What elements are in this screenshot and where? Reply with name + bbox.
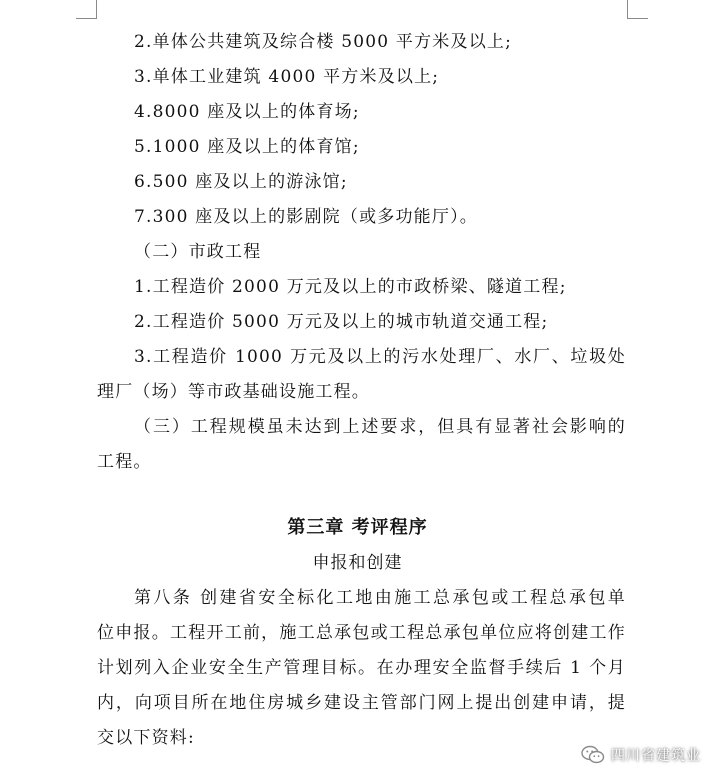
list-item: 6.500 座及以上的游泳馆; (134, 172, 348, 192)
article-line: 位申报。工程开工前，施工总承包或工程总承包单位应将创建工作 (97, 623, 626, 643)
watermark (581, 745, 701, 765)
section-heading-municipal: （二）市政工程 (134, 242, 262, 262)
article-line: 第八条 创建省安全标化工地由施工总承包或工程总承包单 (134, 588, 626, 608)
wechat-icon (581, 745, 605, 765)
list-item: 2.单体公共建筑及综合楼 5000 平方米及以上; (134, 32, 513, 52)
watermark-text: 四川省建筑业 (611, 748, 701, 764)
chapter-title: 第三章 考评程序 (287, 517, 428, 538)
crop-mark-right-vertical (627, 0, 628, 18)
list-item: 1.工程造价 2000 万元及以上的市政桥梁、隧道工程; (134, 277, 567, 297)
article-line: 计划列入企业安全生产管理目标。在办理安全监督手续后 1 个月 (97, 658, 626, 678)
list-item-continuation: 理厂（场）等市政基础设施工程。 (97, 382, 370, 402)
section-paragraph-continuation: 工程。 (97, 452, 152, 472)
section-paragraph: （三）工程规模虽未达到上述要求，但具有显著社会影响的 (134, 417, 626, 437)
article-line: 内，向项目所在地住房城乡建设主管部门网上提出创建申请，提 (97, 693, 626, 713)
crop-mark-right-horizontal (627, 18, 648, 19)
list-item: 7.300 座及以上的影剧院（或多功能厅）。 (134, 207, 478, 227)
chapter-subtitle: 申报和创建 (312, 553, 403, 573)
article-line: 交以下资料: (97, 728, 195, 748)
crop-mark-left-vertical (96, 0, 97, 18)
list-item: 3.单体工业建筑 4000 平方米及以上; (134, 67, 440, 87)
list-item: 4.8000 座及以上的体育场; (134, 102, 360, 122)
list-item: 5.1000 座及以上的体育馆; (134, 137, 360, 157)
list-item: 3.工程造价 1000 万元及以上的污水处理厂、水厂、垃圾处 (134, 347, 626, 367)
list-item: 2.工程造价 5000 万元及以上的城市轨道交通工程; (134, 312, 549, 332)
crop-mark-left-horizontal (76, 18, 97, 19)
